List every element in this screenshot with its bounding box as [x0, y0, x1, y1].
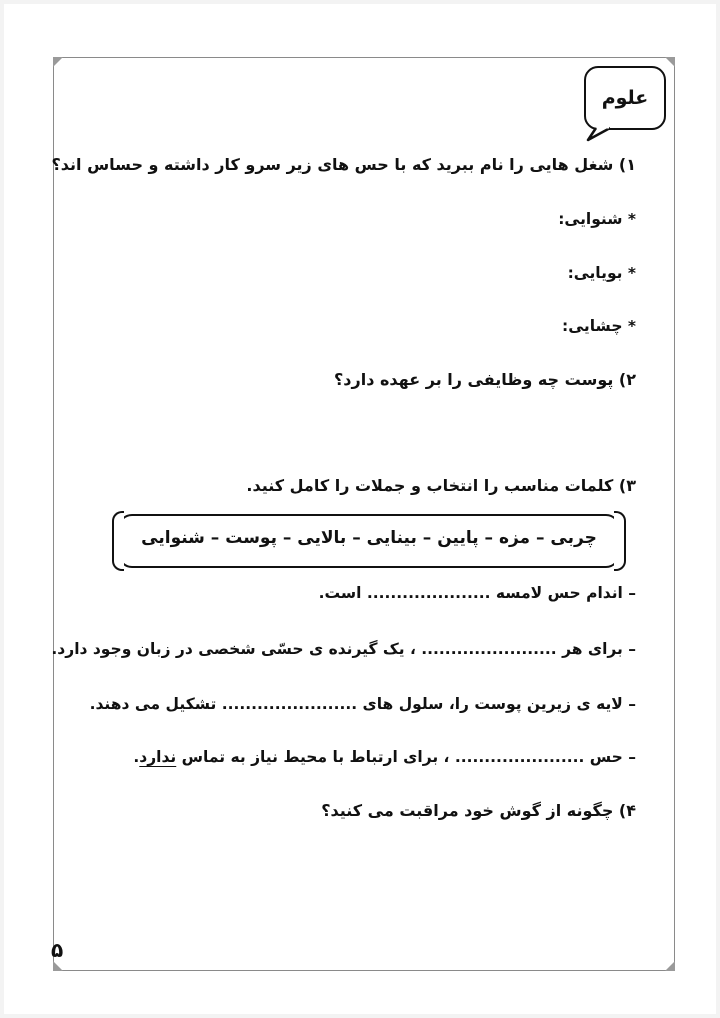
border-corner-bottom-left — [53, 961, 63, 971]
question-3: ۳) کلمات مناسب را انتخاب و جملات را کامل کنید. — [246, 476, 636, 495]
border-corner-bottom-right — [665, 961, 675, 971]
question-2: ۲) پوست چه وظایفی را بر عهده دارد؟ — [334, 370, 636, 389]
question-4: ۴) چگونه از گوش خود مراقبت می کنید؟ — [321, 801, 636, 820]
subject-title: علوم — [601, 87, 649, 109]
fill-blank-4-text: – حس ...................... ، برای ارتباط با محیط نیاز به تماس — [176, 748, 636, 766]
fill-blank-1: – اندام حس لامسه ..................... است. — [318, 584, 636, 602]
fill-blank-2: – برای هر ....................... ، یک گیرنده ی حسّی شخصی در زبان وجود دارد. — [51, 640, 636, 658]
fill-blank-4 — [133, 748, 636, 766]
question-1: ۱) شغل هایی را نام ببرید که با حس های زیر سرو کار داشته و حساس اند؟ — [51, 155, 636, 174]
underlined-word: ندارد — [139, 748, 177, 766]
sense-item-taste: * چشایی: — [562, 317, 636, 335]
fill-blank-3: – لایه ی زیرین پوست را، سلول های ....................... تشکیل می دهند. — [89, 695, 636, 713]
sense-item-smell: * بویایی: — [567, 264, 636, 282]
fill-blank-4-end: . — [133, 748, 140, 766]
sense-item-hearing: * شنوایی: — [558, 210, 636, 228]
worksheet-page — [4, 4, 716, 1014]
border-corner-top-left — [53, 57, 63, 67]
word-bank-box — [118, 514, 620, 568]
subject-speech-bubble — [584, 66, 666, 130]
page-number: ۵ — [51, 938, 64, 962]
word-bank: چربی – مزه – پایین – بینایی – بالایی – پوست – شنوایی — [141, 528, 597, 548]
border-corner-top-right — [665, 57, 675, 67]
